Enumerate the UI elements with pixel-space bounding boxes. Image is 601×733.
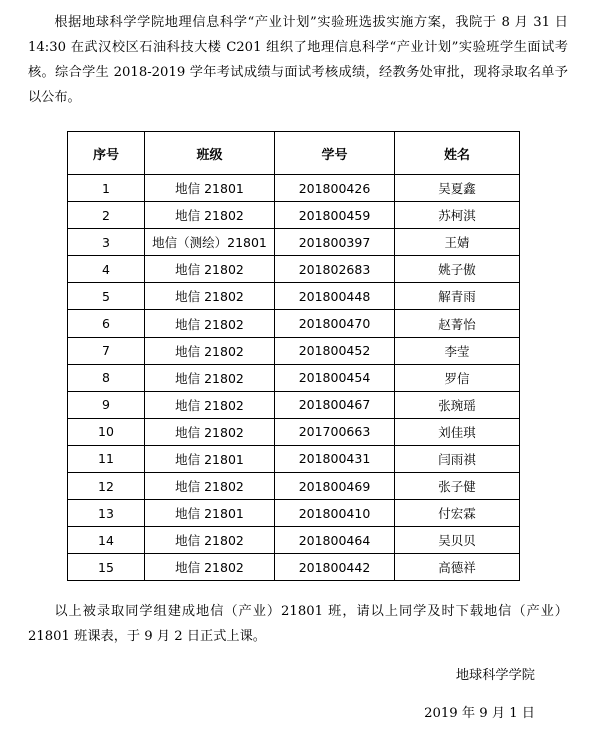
cell-index: 6 [68, 310, 145, 337]
cell-student-id: 201800397 [275, 229, 395, 256]
cell-index: 1 [68, 175, 145, 202]
admission-table [67, 131, 520, 581]
cell-name: 赵菁怡 [395, 310, 520, 337]
signature-date: 2019 年 9 月 1 日 [424, 706, 535, 721]
cell-index: 9 [68, 391, 145, 418]
cell-class: 地信 21802 [145, 202, 275, 229]
cell-name: 李莹 [395, 337, 520, 364]
table-body [68, 175, 520, 581]
cell-name: 高德祥 [395, 554, 520, 581]
cell-index: 7 [68, 337, 145, 364]
cell-class: 地信 21801 [145, 500, 275, 527]
cell-student-id: 201802683 [275, 256, 395, 283]
cell-index: 14 [68, 527, 145, 554]
cell-name: 姚子傲 [395, 256, 520, 283]
table-header-row [68, 132, 520, 175]
cell-class: 地信 21802 [145, 283, 275, 310]
cell-student-id: 201800410 [275, 500, 395, 527]
header-student-id: 学号 [275, 132, 395, 175]
cell-index: 8 [68, 364, 145, 391]
cell-name: 闫雨祺 [395, 445, 520, 472]
table-row [68, 283, 520, 310]
cell-index: 13 [68, 500, 145, 527]
cell-name: 吴贝贝 [395, 527, 520, 554]
cell-student-id: 201700663 [275, 418, 395, 445]
cell-student-id: 201800431 [275, 445, 395, 472]
cell-class: 地信 21801 [145, 445, 275, 472]
cell-name: 刘佳琪 [395, 418, 520, 445]
cell-class: 地信 21802 [145, 418, 275, 445]
cell-name: 罗信 [395, 364, 520, 391]
table-row [68, 310, 520, 337]
cell-index: 3 [68, 229, 145, 256]
table-row [68, 229, 520, 256]
cell-student-id: 201800426 [275, 175, 395, 202]
cell-name: 张子健 [395, 473, 520, 500]
cell-class: 地信 21802 [145, 364, 275, 391]
cell-class: 地信 21802 [145, 310, 275, 337]
cell-index: 2 [68, 202, 145, 229]
table-row [68, 445, 520, 472]
table-row [68, 500, 520, 527]
cell-student-id: 201800454 [275, 364, 395, 391]
cell-index: 4 [68, 256, 145, 283]
cell-class: 地信 21802 [145, 337, 275, 364]
cell-student-id: 201800452 [275, 337, 395, 364]
table-row [68, 256, 520, 283]
table-row [68, 473, 520, 500]
cell-index: 15 [68, 554, 145, 581]
cell-student-id: 201800442 [275, 554, 395, 581]
header-index: 序号 [68, 132, 145, 175]
cell-class: 地信 21802 [145, 256, 275, 283]
table-row [68, 554, 520, 581]
header-class: 班级 [145, 132, 275, 175]
cell-name: 苏柯淇 [395, 202, 520, 229]
table-row [68, 527, 520, 554]
cell-student-id: 201800448 [275, 283, 395, 310]
cell-name: 解青雨 [395, 283, 520, 310]
cell-class: 地信 21802 [145, 473, 275, 500]
intro-paragraph: 根据地球科学学院地理信息科学“产业计划”实验班选拔实施方案，我院于 8 月 31 日 14:30 在武汉校区石油科技大楼 C201 组织了地理信息科学“产业计划”实验班学生面试考核。综合学生 2018-2019 学年考试成绩与面试考核成绩，经教务处审批，现将录取名单予以公布。 [28, 15, 568, 105]
signature-org: 地球科学学院 [455, 668, 535, 683]
table-row [68, 337, 520, 364]
cell-name: 吴夏鑫 [395, 175, 520, 202]
cell-index: 5 [68, 283, 145, 310]
table-row [68, 418, 520, 445]
table-row [68, 391, 520, 418]
cell-student-id: 201800470 [275, 310, 395, 337]
cell-index: 11 [68, 445, 145, 472]
cell-name: 张琬瑶 [395, 391, 520, 418]
cell-class: 地信 21802 [145, 554, 275, 581]
table-row [68, 202, 520, 229]
cell-name: 王婧 [395, 229, 520, 256]
cell-student-id: 201800469 [275, 473, 395, 500]
cell-class: 地信 21802 [145, 527, 275, 554]
header-name: 姓名 [395, 132, 520, 175]
cell-index: 10 [68, 418, 145, 445]
table-row [68, 175, 520, 202]
table-row [68, 364, 520, 391]
cell-student-id: 201800464 [275, 527, 395, 554]
cell-class: 地信 21802 [145, 391, 275, 418]
cell-student-id: 201800467 [275, 391, 395, 418]
cell-class: 地信（测绘）21801 [145, 229, 275, 256]
cell-student-id: 201800459 [275, 202, 395, 229]
cell-name: 付宏霖 [395, 500, 520, 527]
cell-index: 12 [68, 473, 145, 500]
cell-class: 地信 21801 [145, 175, 275, 202]
closing-paragraph: 以上被录取同学组建成地信（产业）21801 班，请以上同学及时下载地信（产业）21801 班课表，于 9 月 2 日正式上课。 [28, 604, 568, 644]
